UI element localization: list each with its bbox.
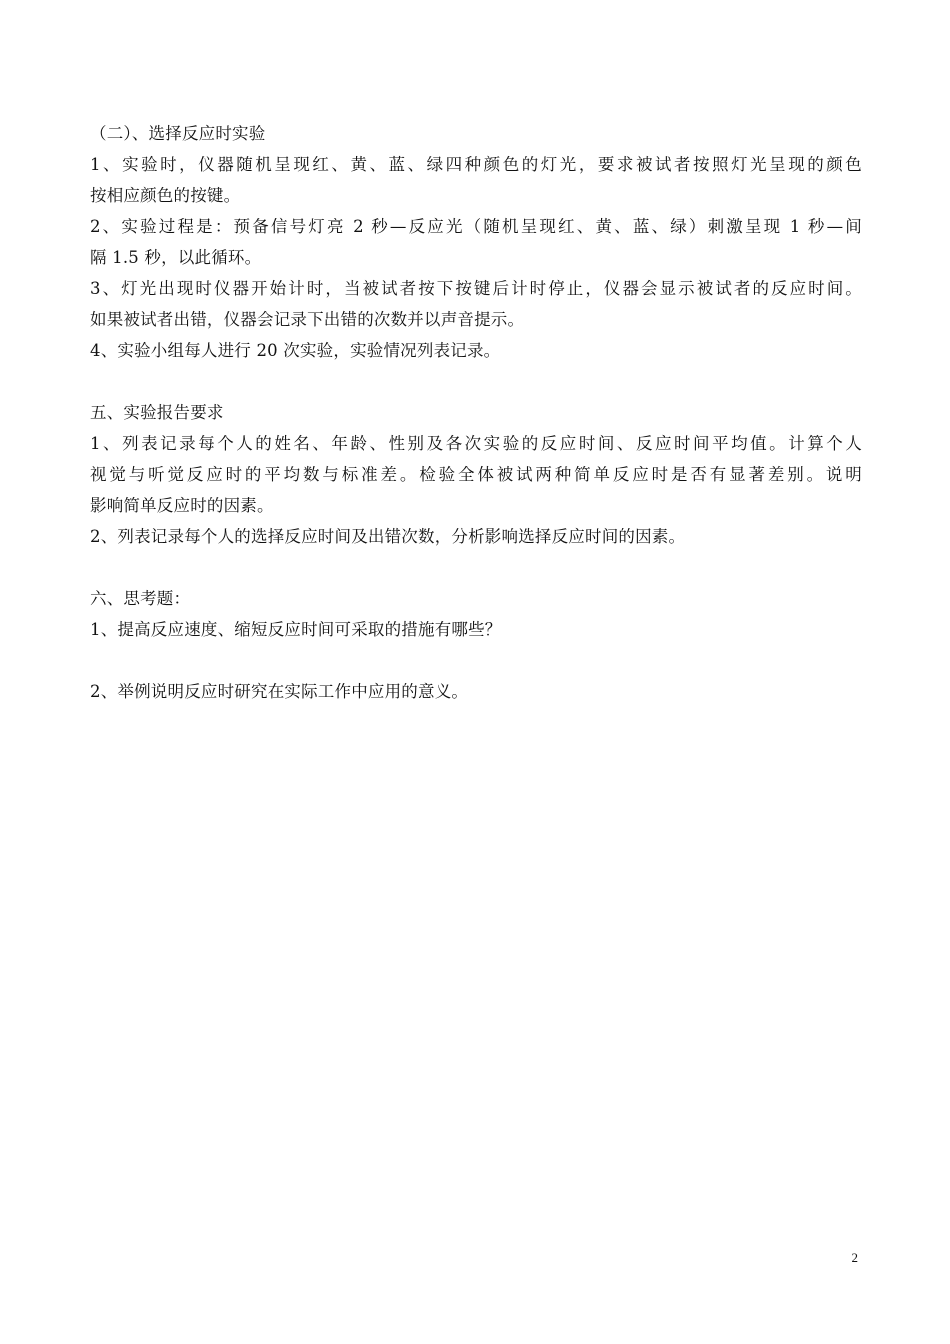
paragraph-2-line-2: 隔 1.5 秒，以此循环。 <box>90 248 262 267</box>
question-1: 1、提高反应速度、缩短反应时间可采取的措施有哪些？ <box>90 620 502 639</box>
section-heading-choice-reaction: （二）、选择反应时实验 <box>90 124 266 143</box>
section-heading-report-requirements: 五、实验报告要求 <box>90 403 224 422</box>
paragraph-3-line-2: 如果被试者出错，仪器会记录下出错的次数并以声音提示。 <box>90 310 525 329</box>
page-number: 2 <box>851 1250 858 1265</box>
report-paragraph-2: 2、列表记录每个人的选择反应时间及出错次数，分析影响选择反应时间的因素。 <box>90 527 686 546</box>
report-paragraph-1-line-1: 1、列表记录每个人的姓名、年龄、性别及各次实验的反应时间、反应时间平均值。计算个人 <box>90 434 862 453</box>
document-body <box>90 118 862 707</box>
section-heading-questions: 六、思考题： <box>90 589 191 608</box>
paragraph-1-line-1: 1、实验时，仪器随机呈现红、黄、蓝、绿四种颜色的灯光，要求被试者按照灯光呈现的颜色 <box>90 155 862 174</box>
report-paragraph-1-line-3: 影响简单反应时的因素。 <box>90 496 274 515</box>
paragraph-1-line-2: 按相应颜色的按键。 <box>90 186 241 205</box>
paragraph-4: 4、实验小组每人进行 20 次实验，实验情况列表记录。 <box>90 341 501 360</box>
paragraph-2-line-1: 2、实验过程是：预备信号灯亮 2 秒—反应光（随机呈现红、黄、蓝、绿）刺激呈现 1 秒—间 <box>90 217 862 236</box>
report-paragraph-1-line-2: 视觉与听觉反应时的平均数与标准差。检验全体被试两种简单反应时是否有显著差别。说明 <box>90 465 862 484</box>
question-2: 2、举例说明反应时研究在实际工作中应用的意义。 <box>90 682 469 701</box>
paragraph-3-line-1: 3、灯光出现时仪器开始计时，当被试者按下按键后计时停止，仪器会显示被试者的反应时间。 <box>90 279 862 298</box>
spacer <box>90 366 862 397</box>
spacer <box>90 552 862 583</box>
spacer <box>90 645 862 676</box>
